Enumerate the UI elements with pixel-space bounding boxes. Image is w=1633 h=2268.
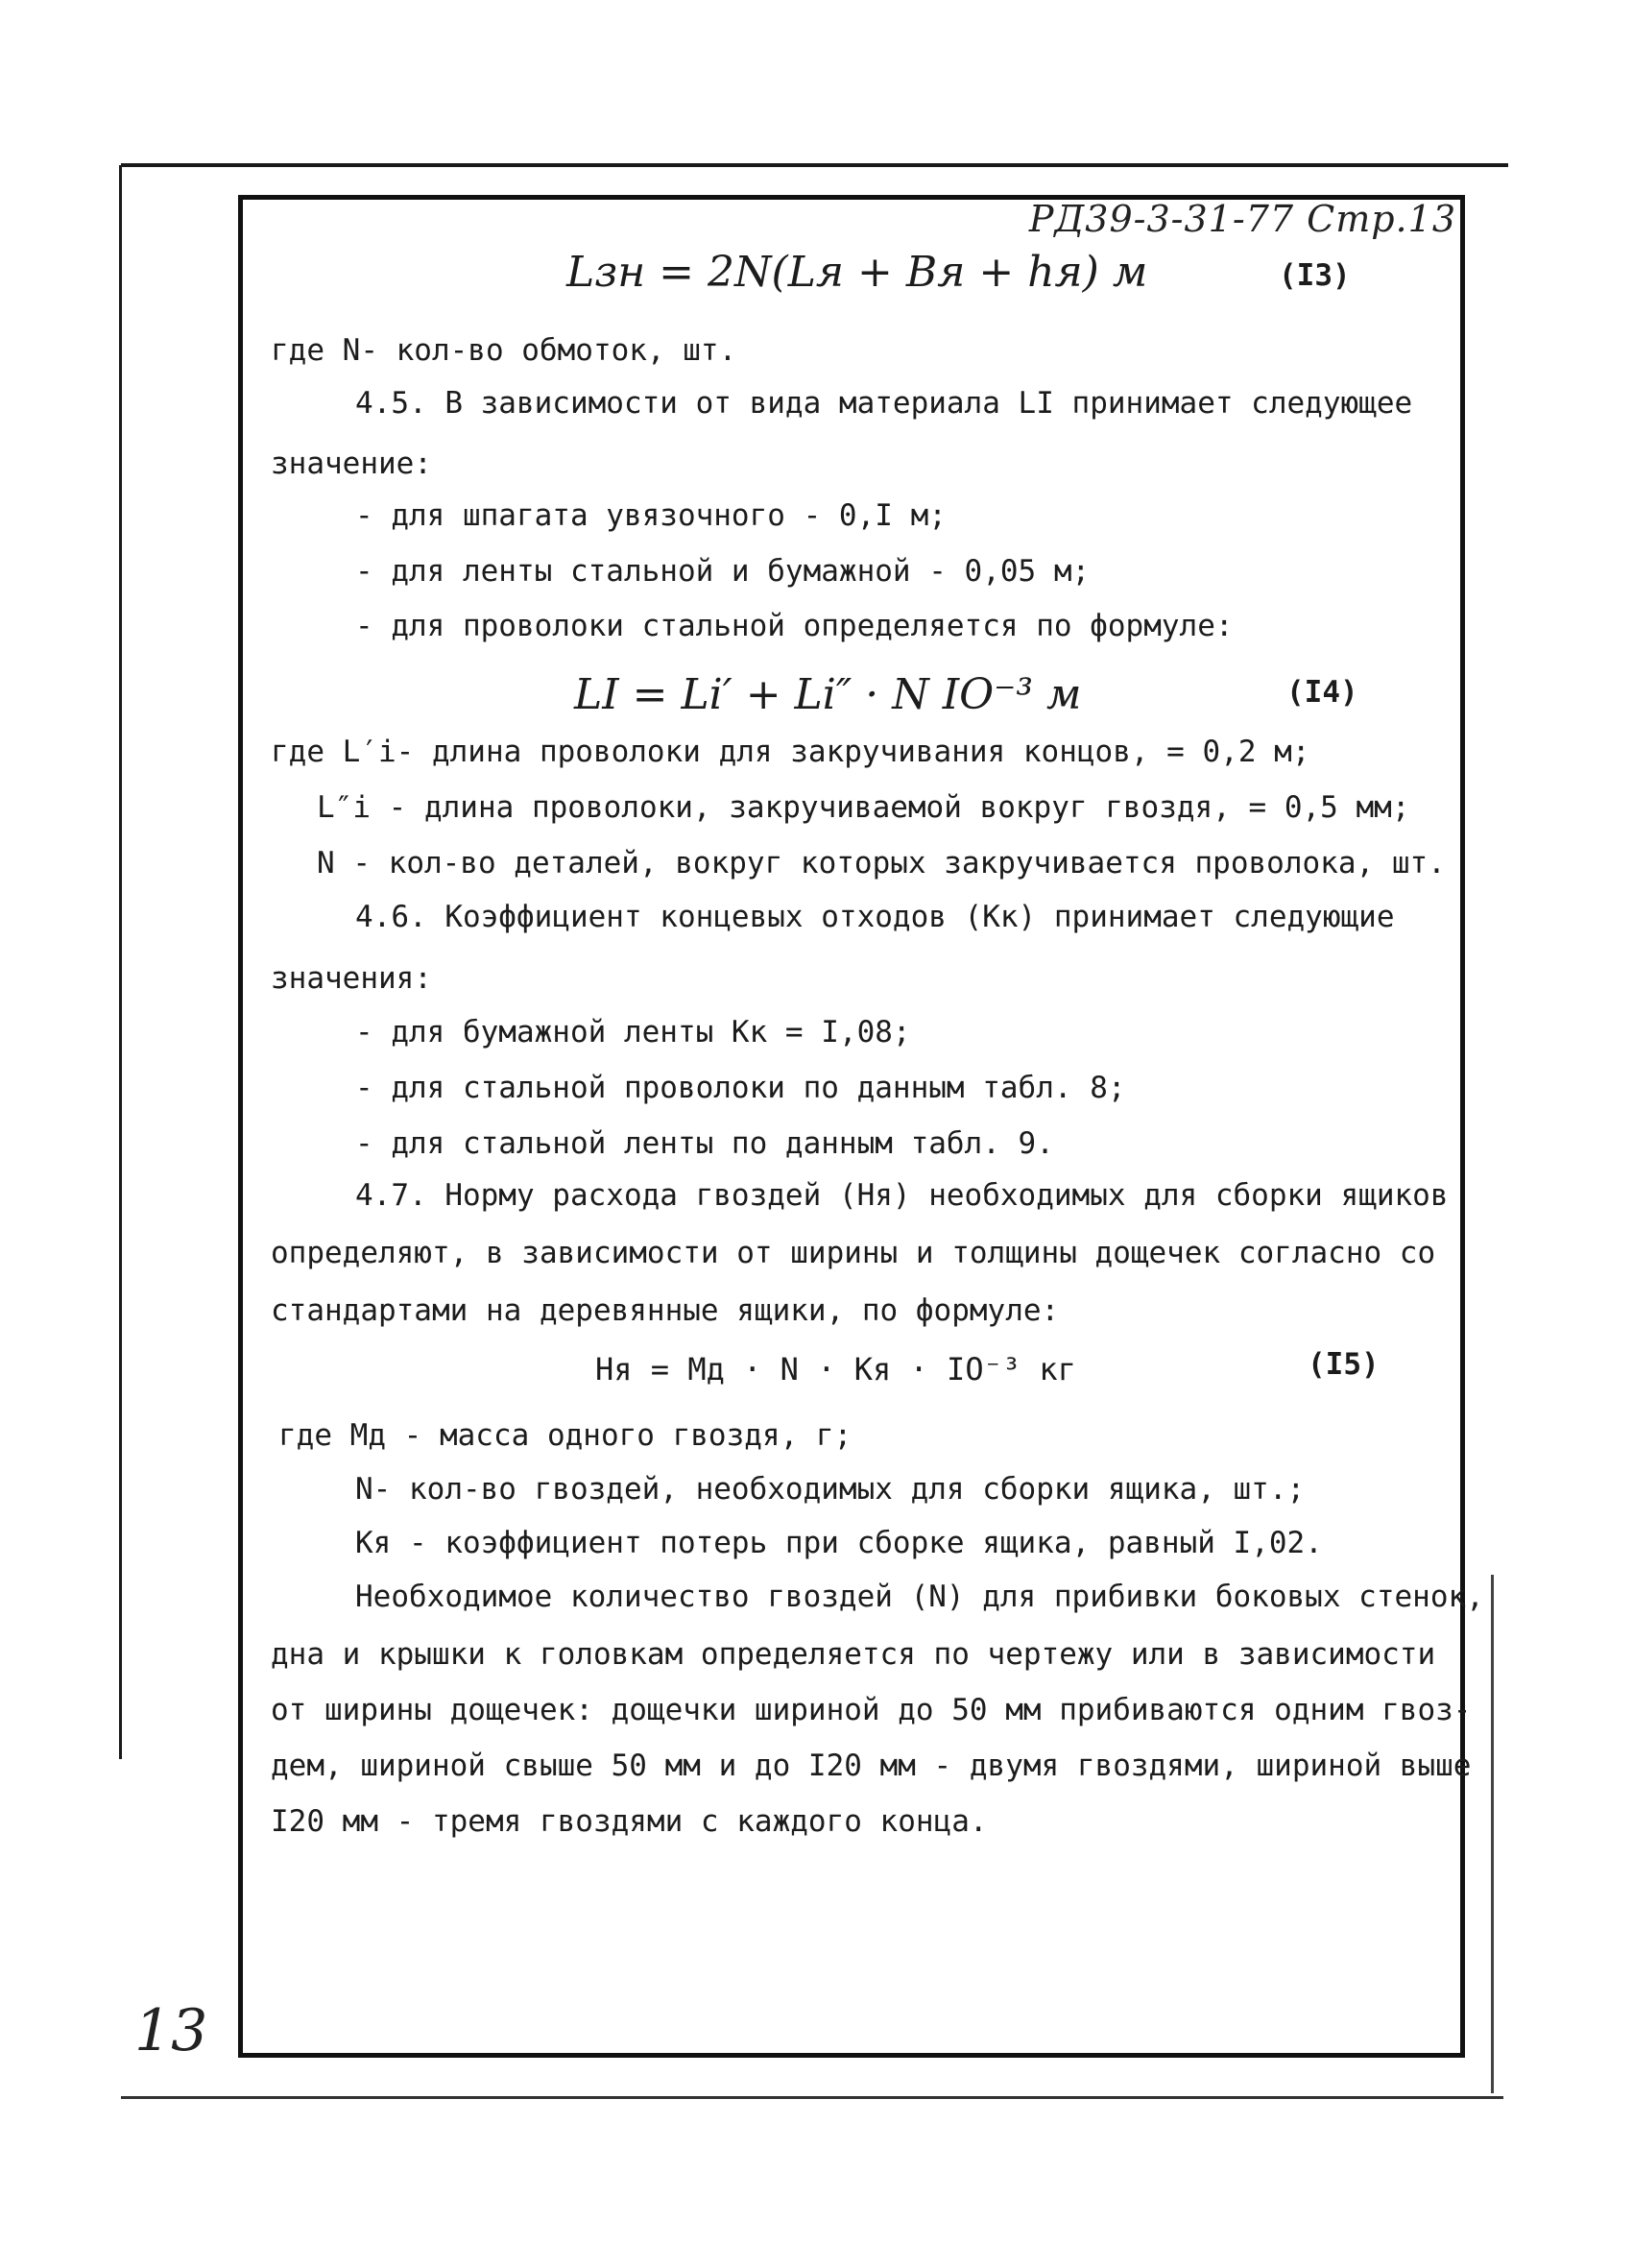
text-line: дна и крышки к головкам определяется по чертежу или в зависимости <box>271 1637 1436 1672</box>
text-line: стандартами на деревянные ящики, по формуле: <box>271 1293 1060 1328</box>
text-line: 4.7. Норму расхода гвоздей (Ня) необходимых для сборки ящиков <box>355 1178 1449 1213</box>
text-line: где N- кол-во обмоток, шт. <box>271 333 737 368</box>
formula-14: LI = Li′ + Li″ · N IO⁻³ м <box>574 670 1082 719</box>
text-line: - для бумажной ленты Кк = I,08; <box>355 1015 911 1050</box>
formula-14-number: (I4) <box>1286 675 1358 710</box>
outer-frame-left <box>119 165 122 1759</box>
text-line: Кя - коэффициент потерь при сборке ящика, равный I,02. <box>355 1526 1323 1560</box>
text-line: L″i - длина проволоки, закручиваемой вокруг гвоздя, = 0,5 мм; <box>317 790 1410 825</box>
outer-frame-right <box>1491 1575 1494 2093</box>
text-line: 4.5. В зависимости от вида материала LI принимает следующее <box>355 386 1413 421</box>
text-line: значения: <box>271 961 432 996</box>
text-line: где Мд - масса одного гвоздя, г; <box>278 1418 853 1453</box>
outer-frame-top <box>121 163 1508 167</box>
text-line: - для стальной проволоки по данным табл. 8; <box>355 1071 1126 1105</box>
text-line: от ширины дощечек: дощечки шириной до 50 мм прибиваются одним гвоз- <box>271 1693 1472 1727</box>
text-line: определяют, в зависимости от ширины и толщины дощечек согласно со <box>271 1236 1436 1270</box>
text-line: - для проволоки стальной определяется по формуле: <box>355 609 1234 643</box>
text-line: - для стальной ленты по данным табл. 9. <box>355 1126 1054 1161</box>
formula-13-number: (I3) <box>1279 258 1351 293</box>
text-line: дем, шириной свыше 50 мм и до I20 мм - двумя гвоздями, шириной выше <box>271 1749 1472 1783</box>
text-line: N - кол-во деталей, вокруг которых закручивается проволока, шт. <box>317 846 1446 881</box>
text-line: значение: <box>271 446 432 481</box>
text-line: - для ленты стальной и бумажной - 0,05 м; <box>355 554 1091 589</box>
document-code: РД39-3-31-77 Стр.13 <box>1028 198 1456 240</box>
formula-15: Ня = Мд · N · Кя · IO⁻³ кг <box>595 1351 1076 1387</box>
formula-15-number: (I5) <box>1308 1347 1380 1382</box>
text-line: I20 мм - тремя гвоздями с каждого конца. <box>271 1804 988 1839</box>
text-line: N- кол-во гвоздей, необходимых для сборки ящика, шт.; <box>355 1472 1306 1507</box>
formula-13: Lзн = 2N(Lя + Вя + hя) м <box>566 248 1148 297</box>
text-line: 4.6. Коэффициент концевых отходов (Кк) принимает следующие <box>355 900 1395 934</box>
text-line: где L′i- длина проволоки для закручивания концов, = 0,2 м; <box>271 735 1310 769</box>
text-line: Необходимое количество гвоздей (N) для прибивки боковых стенок, <box>355 1580 1484 1614</box>
text-line: - для шпагата увязочного - 0,I м; <box>355 498 947 533</box>
outer-frame-bottom <box>121 2096 1503 2099</box>
page-number: 13 <box>134 1997 208 2064</box>
